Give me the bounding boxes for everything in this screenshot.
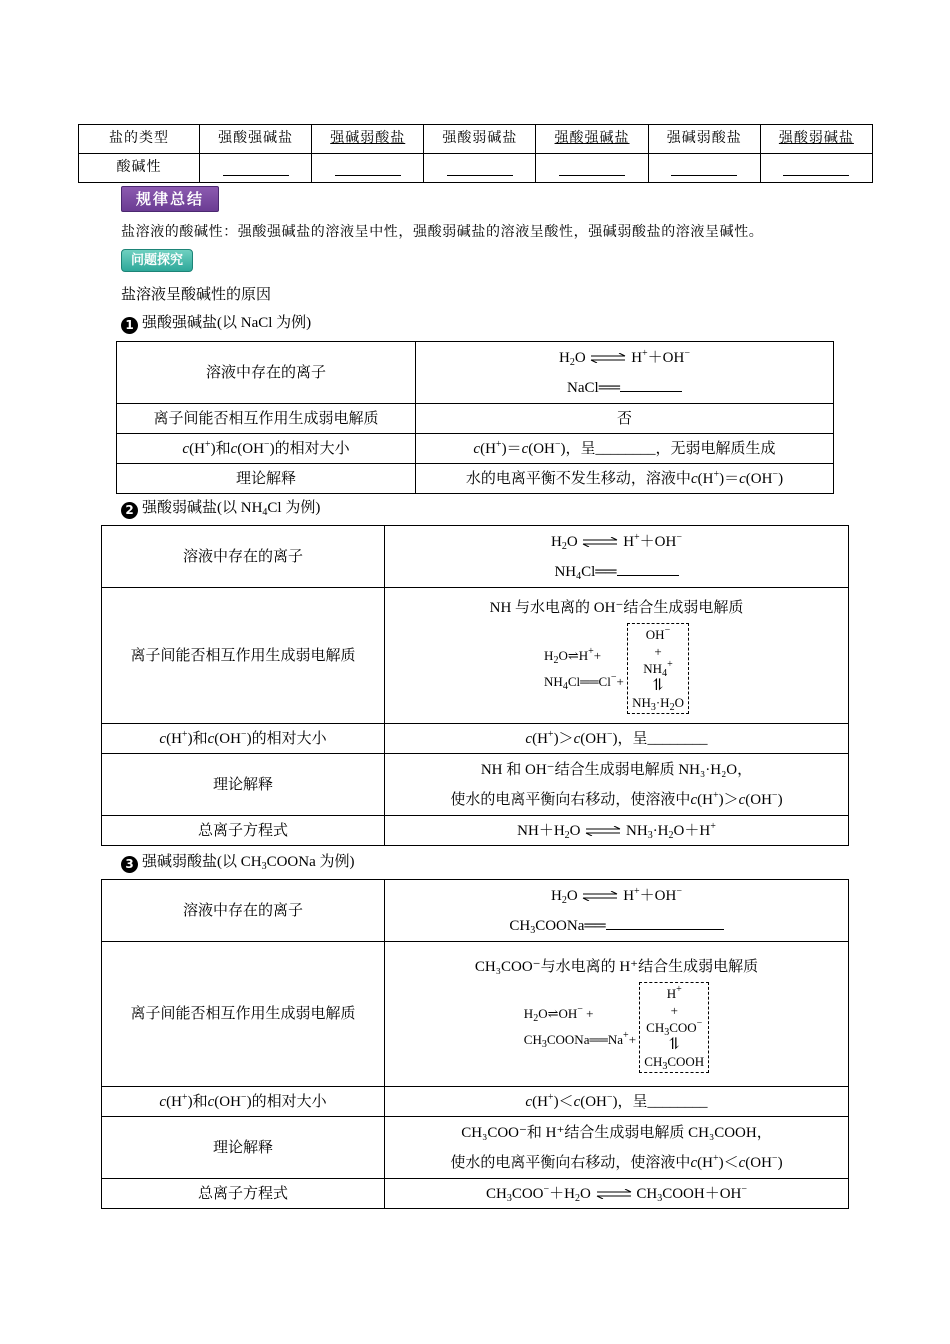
equation-cell: $NH+H_2O$ $NH_3\cdot H_2O+H^+$ <box>385 816 849 846</box>
section-title: 强酸强碱盐(以 NaCl 为例) <box>142 315 312 331</box>
salt-type-table <box>78 124 873 183</box>
ion-diagram: $H_2O\rightleftharpoons H^++$ $NH_4Cl══Cl^-+ OH^-$ + $NH_4^+$ ⥮ $NH_3\cdot H_2O$ <box>389 623 844 714</box>
equilibrium-arrow-icon <box>589 353 627 363</box>
section2-heading: 2 强酸弱碱盐(以 $NH_4Cl$ 为例) <box>121 496 320 519</box>
acidity-row <box>79 154 873 183</box>
row-label: c(H+)和c(OH−)的相对大小 <box>102 1087 385 1117</box>
summary-banner: 规律总结 <box>121 186 219 212</box>
nh4cl-table <box>101 525 849 846</box>
row-label: 理论解释 <box>102 754 385 816</box>
row-label: 总离子方程式 <box>102 816 385 846</box>
ch3coona-table <box>101 879 849 1209</box>
explanation-cell: 水的电离平衡不发生移动，溶液中c(H+)＝c(OH−) <box>416 464 834 494</box>
comparison-cell: c(H+)＜c(OH−)，呈________ <box>385 1087 849 1117</box>
salt-type-cell: 强碱弱酸盐 <box>312 125 424 154</box>
ions-cell: $H_2O$ H+＋OH− $CH_3COONa══$ <box>385 880 849 942</box>
equilibrium-arrow-icon <box>584 826 622 836</box>
row-label-type: 盐的类型 <box>79 125 200 154</box>
answer-cell: 否 <box>416 404 834 434</box>
row-label: 理论解释 <box>117 464 416 494</box>
row-label: c(H+)和c(OH−)的相对大小 <box>117 434 416 464</box>
ion-diagram: $H_2O\rightleftharpoons OH^-$ + $CH_3COONa══Na^++ H^+$ + $CH_3COO^-$ ⥮ $CH_3COOH$ <box>389 982 844 1073</box>
answer-blank[interactable] <box>648 154 760 183</box>
interaction-cell: NH 与水电离的 OH⁻结合生成弱电解质 $H_2O\rightleftharpoons H^++$ $NH_4Cl══Cl^-+ OH^-$ + $NH_4^+$ ⥮ $NH_3\cdot H_2O$ <box>385 588 849 724</box>
nacl-table <box>116 341 834 494</box>
explanation-cell: NH 和 OH⁻结合生成弱电解质 NH₃·H₂O， 使水的电离平衡向右移动，使溶液中c(H+)＞c(OH−) <box>385 754 849 816</box>
answer-blank[interactable] <box>312 154 424 183</box>
salt-type-cell: 强酸弱碱盐 <box>760 125 872 154</box>
row-label: 离子间能否相互作用生成弱电解质 <box>102 588 385 724</box>
explanation-cell: CH₃COO⁻和 H⁺结合生成弱电解质 CH₃COOH， 使水的电离平衡向右移动，使溶液中c(H+)＜c(OH−) <box>385 1117 849 1179</box>
section3-heading: 3 强碱弱酸盐(以 $CH_3COONa$ 为例) <box>121 850 355 873</box>
row-label: c(H+)和c(OH−)的相对大小 <box>102 724 385 754</box>
row-label: 总离子方程式 <box>102 1179 385 1209</box>
row-label: 离子间能否相互作用生成弱电解质 <box>102 942 385 1087</box>
section1-heading <box>121 311 311 334</box>
row-label: 溶液中存在的离子 <box>102 880 385 942</box>
row-label: 理论解释 <box>102 1117 385 1179</box>
equilibrium-arrow-icon <box>581 537 619 547</box>
interaction-cell: CH₃COO⁻与水电离的 H⁺结合生成弱电解质 $H_2O\rightleftharpoons OH^-$ + $CH_3COONa══Na^++ H^+$ + $CH_3COO^-$ ⥮ $CH_3COOH$ <box>385 942 849 1087</box>
summary-text: 盐溶液的酸碱性：强酸强碱盐的溶液呈中性，强酸弱碱盐的溶液呈酸性，强碱弱酸盐的溶液呈碱性。 <box>121 225 764 240</box>
equilibrium-arrow-icon <box>595 1189 633 1199</box>
salt-type-cell: 强酸强碱盐 <box>536 125 648 154</box>
equation-cell: $CH_3COO^-+H_2O$ $CH_3COOH+OH^-$ <box>385 1179 849 1209</box>
inquiry-banner: 问题探究 <box>121 249 193 272</box>
answer-blank[interactable] <box>424 154 536 183</box>
comparison-cell: c(H+)＞c(OH−)，呈________ <box>385 724 849 754</box>
inquiry-title: 盐溶液呈酸碱性的原因 <box>121 287 272 303</box>
section-number-badge: 2 <box>121 502 138 519</box>
answer-blank[interactable] <box>200 154 312 183</box>
section-number-badge: 1 <box>121 317 138 334</box>
salt-type-cell: 强碱弱酸盐 <box>648 125 760 154</box>
salt-type-cell: 强酸弱碱盐 <box>424 125 536 154</box>
answer-blank[interactable] <box>536 154 648 183</box>
equilibrium-arrow-icon <box>581 891 619 901</box>
ions-cell: $H_2O$ H+＋OH− $NH_4Cl══$ <box>385 526 849 588</box>
answer-blank[interactable] <box>760 154 872 183</box>
row-label: 溶液中存在的离子 <box>117 342 416 404</box>
salt-type-row <box>79 125 873 154</box>
row-label: 离子间能否相互作用生成弱电解质 <box>117 404 416 434</box>
salt-type-cell: 强酸强碱盐 <box>200 125 312 154</box>
row-label: 溶液中存在的离子 <box>102 526 385 588</box>
row-label-acidity: 酸碱性 <box>79 154 200 183</box>
comparison-cell: c(H+)＝c(OH−)，呈________，无弱电解质生成 <box>416 434 834 464</box>
section-number-badge: 3 <box>121 856 138 873</box>
ions-cell: $H_2O$ H+＋OH− NaCl══ <box>416 342 834 404</box>
